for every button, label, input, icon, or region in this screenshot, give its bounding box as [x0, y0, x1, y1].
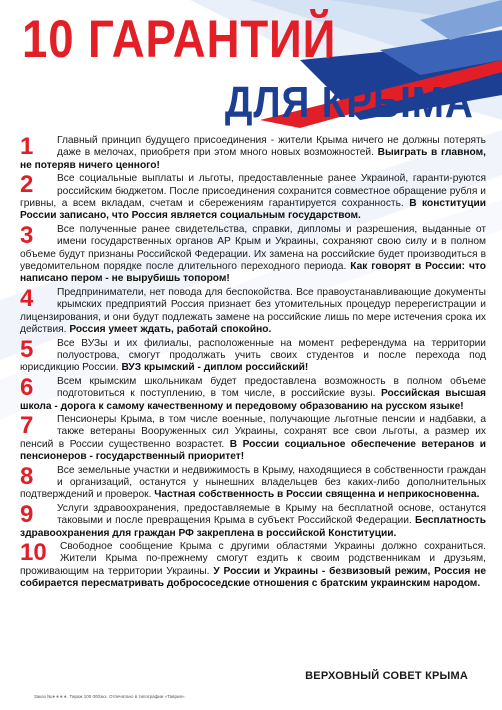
- guarantee-slogan: Частная собственность в России священна и неприкосновенна.: [154, 489, 480, 501]
- guarantee-number: 10: [20, 539, 47, 566]
- guarantee-body: Предприниматели, нет повода для беспокойства. Все правоустанавливающие документы крымских предприятий Россия признает без утомительных процедур перерегистрации и лицензирования, и они будут подлежать замене на российские лишь по мере истечения срока их действия.: [20, 286, 486, 336]
- guarantee-text: [20, 541, 486, 591]
- guarantee-text: [20, 462, 486, 502]
- header: [0, 0, 502, 130]
- signature: ВЕРХОВНЫЙ СОВЕТ КРЫМА: [305, 670, 468, 682]
- title-line-2: ДЛЯ КРЫМА: [225, 78, 474, 127]
- guarantee-text: [20, 500, 486, 540]
- print-imprint: Заказ №∗∗∗∗. Тираж 100 000экз. Отпечатано в типографии «Таврия».: [34, 694, 186, 699]
- guarantee-body: Услуги здравоохранения, предоставляемые в Крыму на бесплатной основе, останутся таковыми и после превращения Крыма в субъект Российской Федерации.: [57, 502, 486, 527]
- guarantee-number: 1: [20, 133, 34, 160]
- guarantee-slogan: Бесплатность здравоохранения для граждан РФ закреплена в российской Конституции.: [20, 515, 486, 539]
- guarantee-slogan: Российская высшая школа - дорога к самому качественному и передовому образованию на русском языке!: [20, 388, 486, 412]
- guarantee-slogan: В конституции России записано, что Россия является социальным государством.: [20, 198, 486, 222]
- guarantee-body: Свободное сообщение Крыма с другими областями Украины должно сохраниться. Жители Крыма по-прежнему смогут ездить к своим родственникам и друзьям, проживающим на территории Украины.: [20, 541, 486, 577]
- guarantee-item: [20, 500, 486, 540]
- guarantee-body: Все ВУЗы и их филиалы, расположенные на момент референдума на территории полуострова, смогут продолжать учить своих студентов и после перехода под юрисдикцию России.: [20, 337, 486, 374]
- guarantee-text: [20, 135, 486, 172]
- guarantee-number: 5: [20, 335, 34, 363]
- guarantee-number: 8: [20, 462, 34, 490]
- guarantee-slogan: ВУЗ крымский - диплом российский!: [121, 362, 309, 374]
- guarantee-number: 6: [20, 373, 34, 401]
- guarantee-item: [20, 462, 486, 502]
- guarantee-item: [20, 335, 486, 375]
- guarantee-text: [20, 411, 486, 464]
- guarantee-text: [20, 221, 486, 286]
- guarantee-number: 4: [20, 284, 34, 312]
- guarantee-slogan: Выиграть в главном, не потеряв ничего ценного!: [20, 147, 486, 171]
- guarantee-slogan: У России и Украины - безвизовый режим, Россия не собирается пересматривать добрососедские отношения с братским украинским народом.: [20, 565, 486, 590]
- guarantee-item: [20, 135, 486, 172]
- guarantee-slogan: В России социальное обеспечение ветеранов и пенсионеров - государственный приоритет!: [20, 438, 486, 463]
- guarantee-item: [20, 284, 486, 337]
- guarantee-item: [20, 411, 486, 464]
- guarantee-number: 7: [20, 411, 34, 439]
- guarantee-slogan: Как говорят в России: что написано пером - не вырубишь топором!: [20, 261, 486, 285]
- guarantee-slogan: Россия умеет ждать, работай спокойно.: [69, 324, 272, 336]
- guarantee-item: [20, 541, 486, 591]
- guarantee-body: Все полученные ранее свидетельства, справки, дипломы и разрешения, выданные от имени государственных органов АР Крым и Украины, сохраняют свою силу и в полном объеме будут признаны Российской Федерации. Их замена на российские будет производиться в уведомительном порядке после длительного переходного периода.: [20, 223, 486, 273]
- guarantee-text: [20, 335, 486, 375]
- guarantee-body: Все земельные участки и недвижимость в Крыму, находящиеся в собственности граждан и организаций, останутся у нынешних владельцев без каких-либо дополнительных подтверждений и проверок.: [20, 464, 486, 501]
- title-line-1: 10 ГАРАНТИЙ: [22, 10, 337, 69]
- guarantee-item: [20, 221, 486, 286]
- guarantee-text: [20, 173, 486, 223]
- guarantee-item: [20, 373, 486, 413]
- guarantee-body: Главный принцип будущего присоединения - жители Крыма ничего не должны потерять даже в мелочах, приобретя при этом много новых возможностей.: [57, 135, 486, 159]
- guarantee-number: 9: [20, 500, 34, 528]
- guarantees-list: [20, 135, 486, 592]
- guarantee-number: 3: [20, 221, 34, 249]
- guarantee-body: Всем крымским школьникам будет предоставлена возможность в полном объеме подготовиться к поступлению, в том числе, в российские вузы.: [57, 375, 486, 400]
- guarantee-item: [20, 173, 486, 223]
- guarantee-text: [20, 373, 486, 413]
- guarantee-body: Все социальные выплаты и льготы, предоставленные ранее Украиной, гаранти-руются российским бюджетом. После присоединения сохранится совместное обращение рубля и гривны, а всем вкладам, счетам и сбережениям гарантируется сохранность.: [20, 173, 486, 210]
- guarantee-text: [20, 284, 486, 337]
- guarantee-number: 2: [20, 171, 34, 199]
- guarantee-body: Пенсионеры Крыма, в том числе военные, получающие льготные пенсии и надбавки, а также ветераны Вооруженных сил Украины, сохранят все свои льготы, а размер их пенсий в России существенно возрастет.: [20, 413, 486, 450]
